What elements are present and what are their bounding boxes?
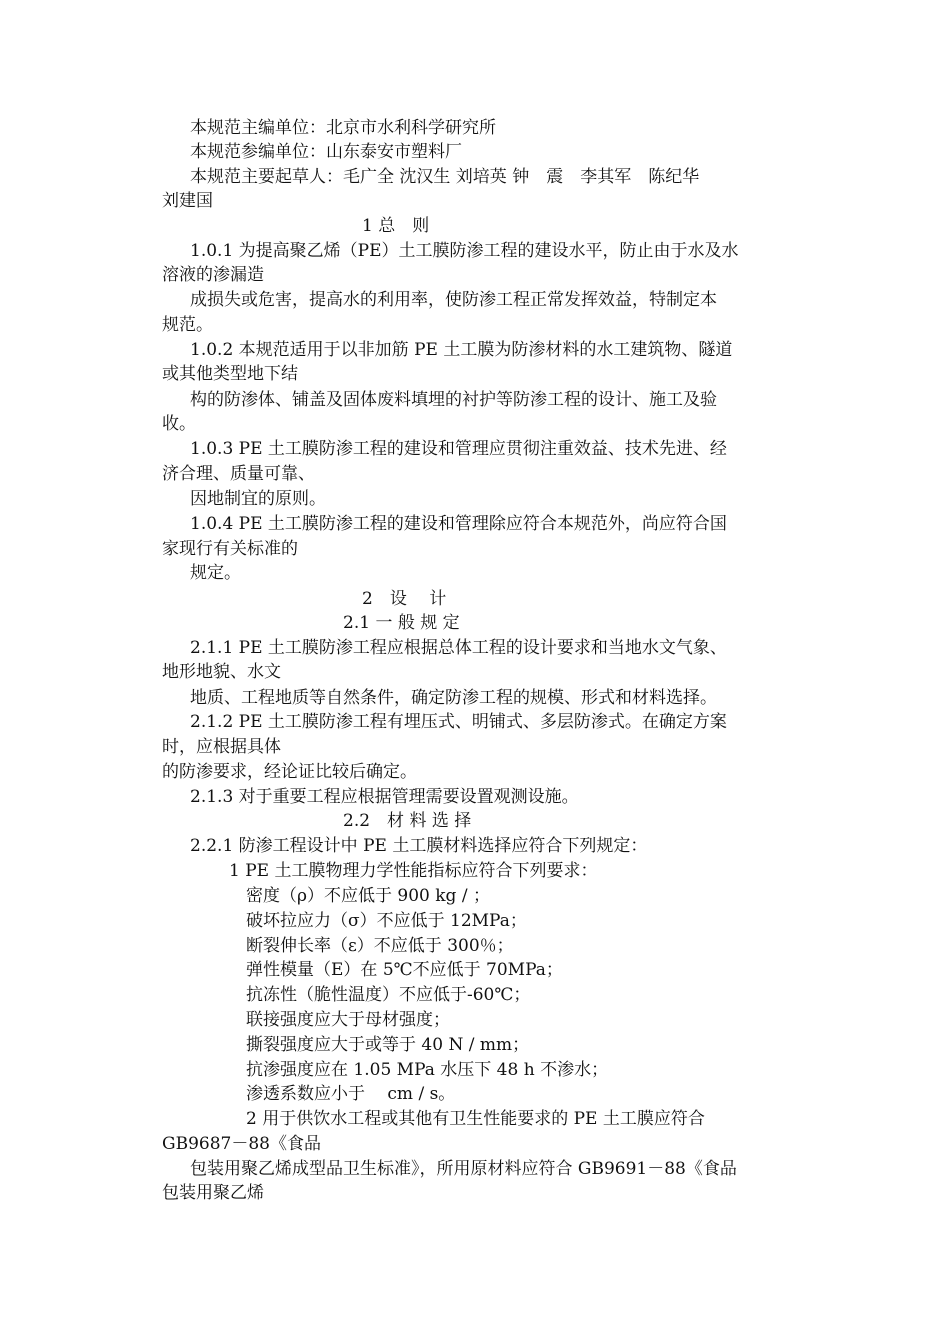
text-line: 1.0.4 PE 土工膜防渗工程的建设和管理除应符合本规范外，尚应符合国 — [190, 514, 727, 534]
text-line: 包装用聚乙烯 — [162, 1183, 264, 1203]
text-line: 1.0.2 本规范适用于以非加筋 PE 土工膜为防渗材料的水工建筑物、隧道 — [190, 340, 733, 360]
text-line: 本规范主编单位：北京市水利科学研究所 — [190, 118, 496, 138]
text-line: 溶液的渗漏造 — [162, 265, 264, 285]
text-line: 包装用聚乙烯成型品卫生标准》，所用原材料应符合 GB9691－88《食品 — [190, 1159, 737, 1179]
subsection-heading: 2.1 一 般 规 定 — [343, 613, 460, 633]
spec-item: 破坏拉应力（σ）不应低于 12MPa； — [246, 911, 527, 931]
subsection-heading: 2.2 材 料 选 择 — [343, 811, 472, 831]
text-line: 1.0.1 为提高聚乙烯（PE）土工膜防渗工程的建设水平，防止由于水及水 — [190, 241, 739, 261]
text-line: 2 用于供饮水工程或其他有卫生性能要求的 PE 土工膜应符合 — [246, 1109, 705, 1129]
spec-item: 抗冻性（脆性温度）不应低于-60℃； — [246, 985, 531, 1005]
spec-item: 渗透系数应小于 cm / s。 — [246, 1084, 456, 1104]
text-line: 济合理、质量可靠、 — [162, 464, 315, 484]
text-line: 时，应根据具体 — [162, 737, 281, 757]
text-line: 家现行有关标准的 — [162, 539, 298, 559]
text-line: 规范。 — [162, 315, 213, 335]
spec-item: 密度（ρ）不应低于 900 kg / ； — [246, 886, 490, 906]
text-line: 或其他类型地下结 — [162, 364, 298, 384]
text-line: 地形地貌、水文 — [162, 662, 281, 682]
section-heading: 1 总 则 — [362, 216, 430, 236]
text-line: 2.2.1 防渗工程设计中 PE 土工膜材料选择应符合下列规定： — [190, 836, 648, 856]
text-line: 构的防渗体、铺盖及固体废料填埋的衬护等防渗工程的设计、施工及验 — [190, 390, 717, 410]
text-line: GB9687－88《食品 — [162, 1134, 321, 1154]
text-line: 1 PE 土工膜物理力学性能指标应符合下列要求： — [229, 861, 598, 881]
text-line: 的防渗要求，经论证比较后确定。 — [162, 762, 417, 782]
text-line: 2.1.2 PE 土工膜防渗工程有埋压式、明铺式、多层防渗式。在确定方案 — [190, 712, 727, 732]
text-line: 因地制宜的原则。 — [190, 489, 326, 509]
text-line: 本规范参编单位：山东泰安市塑料厂 — [190, 142, 462, 162]
spec-item: 联接强度应大于母材强度； — [246, 1010, 450, 1030]
spec-item: 断裂伸长率（ε）不应低于 300％； — [246, 936, 514, 956]
text-line: 2.1.1 PE 土工膜防渗工程应根据总体工程的设计要求和当地水文气象、 — [190, 638, 727, 658]
text-line: 地质、工程地质等自然条件，确定防渗工程的规模、形式和材料选择。 — [190, 688, 717, 708]
text-line: 收。 — [162, 414, 196, 434]
spec-item: 撕裂强度应大于或等于 40 N / mm； — [246, 1035, 530, 1055]
section-heading: 2 设 计 — [362, 589, 447, 609]
text-line: 2.1.3 对于重要工程应根据管理需要设置观测设施。 — [190, 787, 579, 807]
text-line: 成损失或危害，提高水的利用率，使防渗工程正常发挥效益，特制定本 — [190, 290, 717, 310]
text-line: 本规范主要起草人：毛广全 沈汉生 刘培英 钟 震 李其军 陈纪华 — [190, 167, 700, 187]
text-line: 刘建国 — [162, 191, 213, 211]
text-line: 规定。 — [190, 563, 241, 583]
spec-item: 弹性模量（E）在 5℃不应低于 70MPa； — [246, 960, 563, 980]
text-line: 1.0.3 PE 土工膜防渗工程的建设和管理应贯彻注重效益、技术先进、经 — [190, 439, 727, 459]
spec-item: 抗渗强度应在 1.05 MPa 水压下 48 h 不渗水； — [246, 1060, 609, 1080]
